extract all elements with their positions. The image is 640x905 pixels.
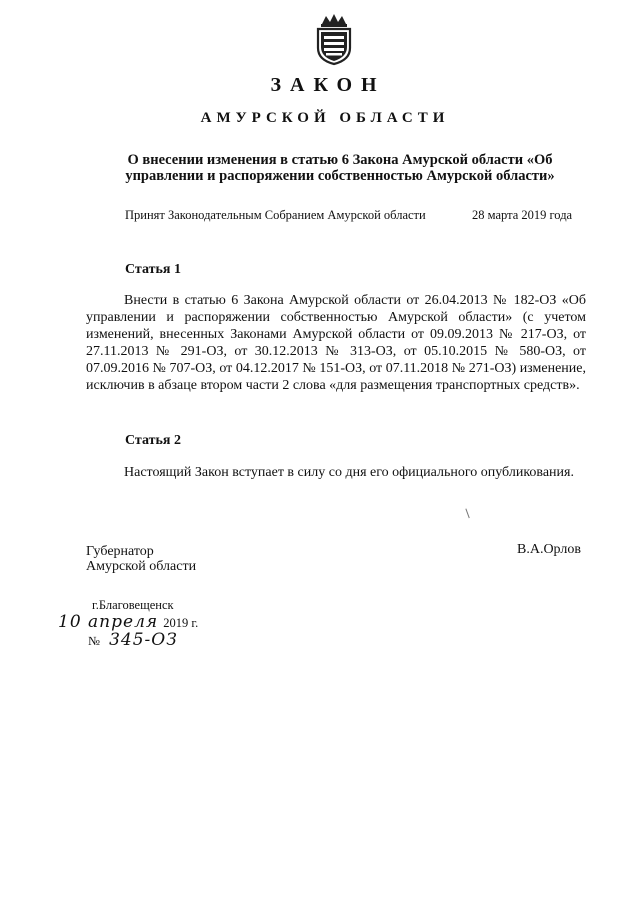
handwritten-date: 10 апреля bbox=[58, 612, 159, 632]
law-heading: О внесении изменения в статью 6 Закона Амурской области «Об управлении и распоряжении собственностью Амурской области» bbox=[125, 152, 555, 184]
handwritten-number: 345-ОЗ bbox=[109, 630, 178, 650]
number-prefix: № bbox=[88, 634, 100, 648]
article-1-text: Внести в статью 6 Закона Амурской области от 26.04.2013 № 182-ОЗ «Об управлении и распоряжении собственностью Амурской области» (с учетом изменений, внесенных Законами Амурской области от 09.09.2013 № 217-ОЗ, от 27.11.2013 № 291-ОЗ, от 30.12.2013 № 313-ОЗ, от 05.10.2015 № 580-ОЗ, от 07.09.2016 № 707-ОЗ, от 04.12.2017 № 151-ОЗ, от 07.11.2018 № 271-ОЗ) изменение, исключив в абзаце втором части 2 слова «для размещения транспортных средств». bbox=[86, 293, 586, 393]
coat-of-arms-icon bbox=[312, 12, 356, 66]
article-2-title: Статья 2 bbox=[125, 433, 181, 448]
signatory-role-line-2: Амурской области bbox=[86, 559, 197, 574]
adoption-text: Принят Законодательным Собранием Амурской области bbox=[125, 208, 426, 222]
signatory-role-line-1: Губернатор bbox=[86, 544, 154, 559]
signatory-role bbox=[86, 544, 196, 574]
article-1-title: Статья 1 bbox=[125, 262, 181, 277]
year-suffix: 2019 г. bbox=[163, 616, 199, 630]
scan-mark bbox=[465, 508, 471, 518]
signatory-name: В.А.Орлов bbox=[517, 542, 581, 557]
place-of-signing: г.Благовещенск bbox=[92, 598, 174, 612]
signing-date bbox=[58, 612, 258, 632]
document-title: ЗАКОН bbox=[270, 74, 386, 96]
law-number bbox=[88, 630, 288, 650]
adoption-date: 28 марта 2019 года bbox=[472, 208, 573, 222]
article-2-text: Настоящий Закон вступает в силу со дня его официального опубликования. bbox=[124, 465, 574, 480]
document-subtitle: АМУРСКОЙ ОБЛАСТИ bbox=[200, 110, 450, 126]
